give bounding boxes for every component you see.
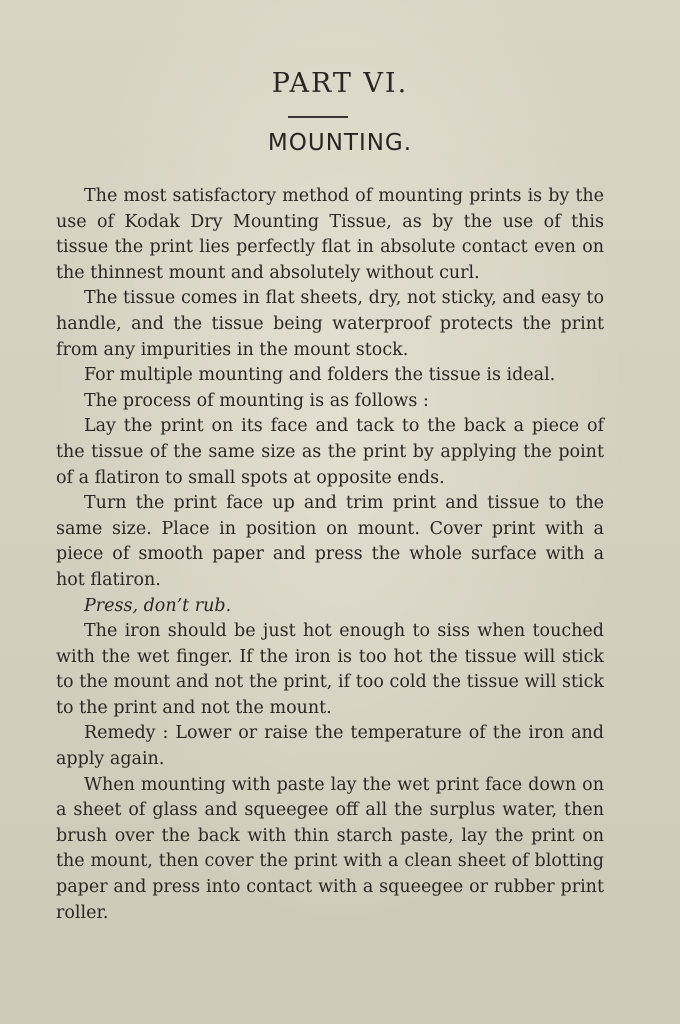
paragraph-process: The process of mounting is as follows : <box>84 390 429 411</box>
section-title: MOUNTING. <box>267 130 413 156</box>
heading-divider <box>288 116 348 118</box>
paragraph-remedy: Remedy : Lower or raise the temperature of the iron and apply again. <box>56 723 604 770</box>
paragraph-paste: When mounting with paste lay the wet print face down on a sheet of glass and squeegee off all the surplus water, then brush over the back with thin starch paste, lay the print on the mount, then cover the print with a clean sheet of blotting paper and press into contact with a squeegee or rubber print roller. <box>56 774 604 923</box>
paragraph-lay-print: Lay the print on its face and tack to the back a piece of the tissue of the same size as the print by applying the point of a flatiron to small spots at opposite ends. <box>56 416 604 488</box>
paragraph-turn-print: Turn the print face up and trim print and tissue to the same size. Place in position on mount. Cover print with a piece of smooth paper and press the whole surface with a hot flatiron. <box>56 493 604 590</box>
paragraph-tissue: The tissue comes in flat sheets, dry, not sticky, and easy to handle, and the tissue being waterproof protects the print from any impurities in the mount stock. <box>56 288 604 360</box>
part-heading: PART VI. <box>271 68 409 99</box>
paragraph-multiple: For multiple mounting and folders the tissue is ideal. <box>84 365 556 386</box>
paragraph-iron: The iron should be just hot enough to siss when touched with the wet finger. If the iron is too hot the tissue will stick to the mount and not the print, if too cold the tissue will stick to the print and not the mount. <box>56 621 604 718</box>
paragraph-intro: The most satisfactory method of mounting prints is by the use of Kodak Dry Mounting Tissue, as by the use of this tissue the print lies perfectly flat in absolute contact even on the thinnest mount and absolutely without curl. <box>56 186 604 283</box>
body-text <box>56 184 604 926</box>
paragraph-press: Press, don’t rub. <box>84 595 232 616</box>
